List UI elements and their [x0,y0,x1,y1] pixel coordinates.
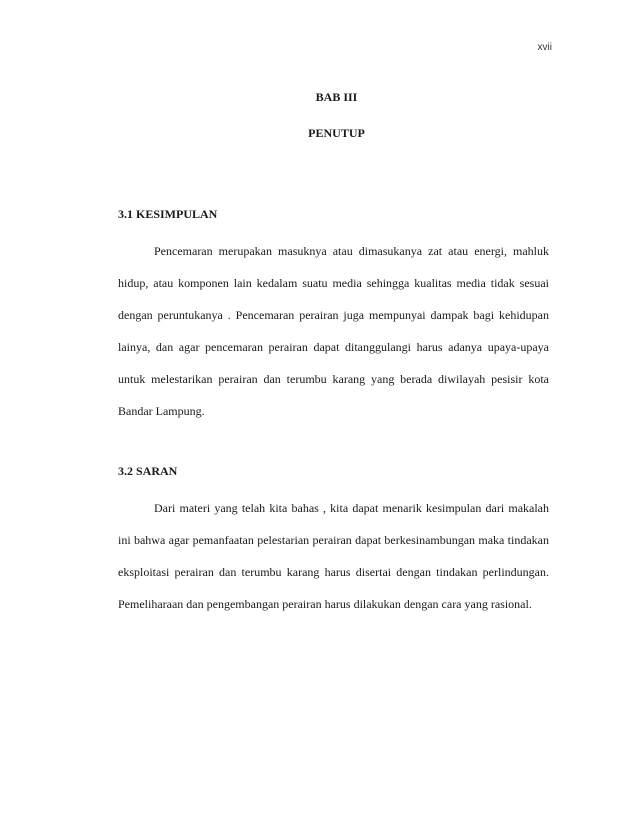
chapter-subtitle: PENUTUP [308,126,365,140]
chapter-title: BAB III [315,90,358,104]
section-paragraph-kesimpulan: Pencemaran merupakan masuknya atau dimasukanya zat atau energi, mahluk hidup, atau komponen lain kedalam suatu media sehingga kualitas media tidak sesuai dengan peruntukanya . Pencemaran perairan juga mempunyai dampak bagi kehidupan lainya, dan agar pencemaran perairan dapat ditanggulangi harus adanya upaya-upaya untuk melestarikan perairan dan terumbu karang yang berada diwilayah pesisir kota Bandar Lampung. [118,244,549,418]
section-paragraph-saran: Dari materi yang telah kita bahas , kita dapat menarik kesimpulan dari makalah ini bahwa agar pemanfaatan pelestarian perairan dapat berkesinambungan maka tindakan eksploitasi perairan dan terumbu karang harus disertai dengan tindakan perlindungan. Pemeliharaan dan pengembangan perairan harus dilakukan dengan cara yang rasional. [118,501,549,611]
page-number: xvii [537,42,552,53]
section-heading-saran: 3.2 SARAN [118,464,178,478]
section-heading-kesimpulan: 3.1 KESIMPULAN [118,207,218,221]
